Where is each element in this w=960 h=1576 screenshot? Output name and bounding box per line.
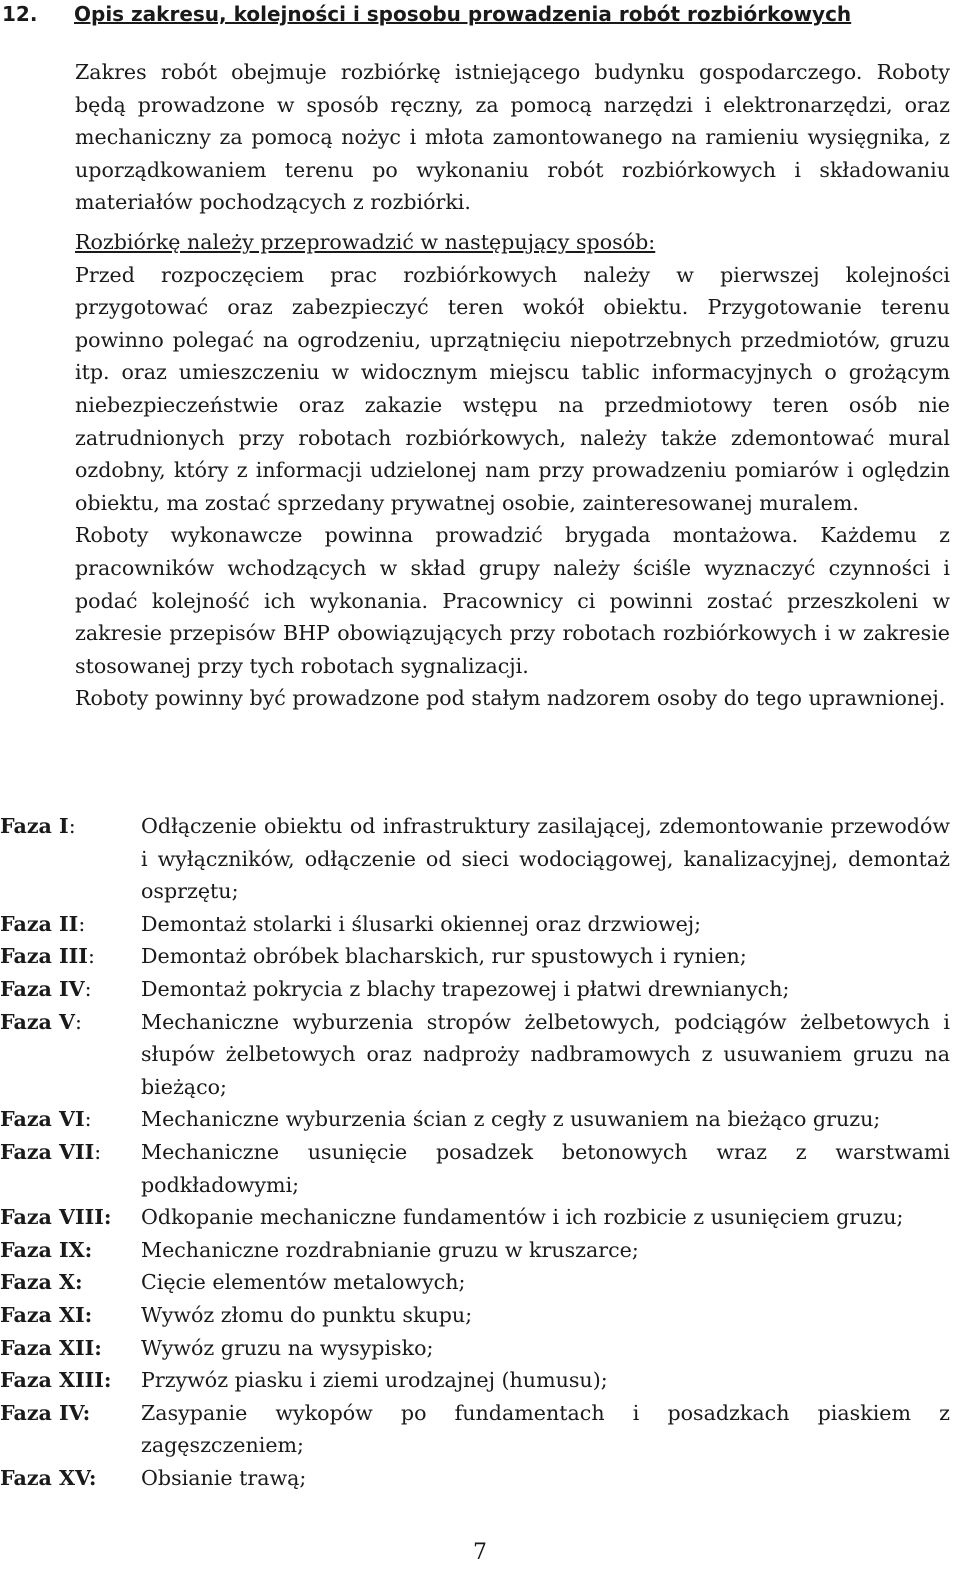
phase-item <box>0 1364 950 1397</box>
phase-colon: : <box>94 1139 102 1164</box>
phase-label: Faza IV <box>0 976 85 1001</box>
page-number: 7 <box>473 1540 487 1565</box>
phase-label: Faza XV: <box>0 1465 97 1490</box>
phase-colon: : <box>78 911 86 936</box>
intro-paragraph: Zakres robót obejmuje rozbiórkę istniejącego budynku gospodarczego. Roboty będą prowadzone w sposób ręczny, za pomocą narzędzi i elektronarzędzi, oraz mechaniczny za pomocą nożyc i młota zamontowanego na ramieniu wysięgnika, z uporządkowaniem terenu po wykonaniu robót rozbiórkowych i składowaniu materiałów pochodzących z rozbiórki. <box>75 60 950 215</box>
phase-label: Faza IX: <box>0 1237 93 1262</box>
phase-text: Zasypanie wykopów po fundamentach i posadzkach piaskiem z zagęszczeniem; <box>141 1400 950 1458</box>
phase-colon: : <box>87 944 95 969</box>
phase-text: Wywóz złomu do punktu skupu; <box>141 1302 473 1327</box>
phase-item <box>0 1103 950 1136</box>
phase-item <box>0 973 950 1006</box>
phase-label: Faza VIII: <box>0 1205 112 1230</box>
phase-label: Faza III <box>0 944 88 969</box>
phase-label: Faza IV: <box>0 1400 91 1425</box>
phase-label: Faza VII <box>0 1139 95 1164</box>
phase-label: Faza I <box>0 814 69 838</box>
phase-colon: : <box>68 814 76 838</box>
method-paragraph: Przed rozpoczęciem prac rozbiórkowych należy w pierwszej kolejności przygotować oraz zabezpieczyć teren wokół obiektu. Przygotowanie terenu powinno polegać na ogrodzeniu, uprzątnięciu niepotrzebnych przedmiotów, gruzu itp. oraz umieszczeniu w widocznym miejscu tablic informacyjnych o grożącym niebezpieczeństwie oraz zakazie wstępu na przedmiotowy teren osób nie zatrudnionych przy robotach rozbiórkowych, należy także zdemontować mural ozdobny, który z informacji udzielonej nam przy prowadzeniu pomiarów i oględzin obiektu, ma zostać sprzedany prywatnej osobie, zainteresowanej muralem. <box>75 262 950 515</box>
phase-label: Faza V <box>0 1009 76 1034</box>
phase-text: Demontaż pokrycia z blachy trapezowej i płatwi drewnianych; <box>141 976 790 1001</box>
phase-label: Faza XII: <box>0 1335 102 1360</box>
phase-label: Faza VI <box>0 1107 85 1132</box>
phase-text: Demontaż obróbek blacharskich, rur spustowych i rynien; <box>141 944 747 969</box>
phase-text: Cięcie elementów metalowych; <box>141 1270 466 1295</box>
body-text <box>75 56 950 715</box>
paragraph-gap <box>75 219 950 226</box>
phase-item <box>0 1006 950 1104</box>
crew-paragraph: Roboty wykonawcze powinna prowadzić brygada montażowa. Każdemu z pracowników wchodzących w skład grupy należy ściśle wyznaczyć czynności i podać kolejność ich wykonania. Pracownicy ci powinni zostać przeszkoleni w zakresie przepisów BHP obowiązujących przy robotach rozbiórkowych i w zakresie stosowanej przy tych robotach sygnalizacji. <box>75 523 950 678</box>
phase-item <box>0 1397 950 1462</box>
phase-label: Faza XI: <box>0 1302 93 1327</box>
section-number: 12. <box>2 2 38 26</box>
phase-item <box>0 1266 950 1299</box>
supervision-paragraph: Roboty powinny być prowadzone pod stałym nadzorem osoby do tego uprawnionej. <box>75 686 946 711</box>
phase-item <box>0 1299 950 1332</box>
section-heading <box>2 0 851 28</box>
phase-item <box>0 1332 950 1365</box>
phase-item <box>0 810 950 908</box>
method-heading: Rozbiórkę należy przeprowadzić w następujący sposób: <box>75 229 656 254</box>
phase-text: Wywóz gruzu na wysypisko; <box>141 1335 434 1360</box>
phase-item <box>0 1462 950 1495</box>
phase-item <box>0 1234 950 1267</box>
phase-item <box>0 940 950 973</box>
phase-text: Demontaż stolarki i ślusarki okiennej oraz drzwiowej; <box>141 911 702 936</box>
phase-item <box>0 1136 950 1201</box>
phase-text: Mechaniczne rozdrabnianie gruzu w kruszarce; <box>141 1237 639 1262</box>
phase-colon: : <box>84 976 92 1001</box>
section-title: Opis zakresu, kolejności i sposobu prowadzenia robót rozbiórkowych <box>74 2 852 26</box>
phase-colon: : <box>84 1107 92 1132</box>
phase-list <box>0 810 950 1494</box>
phase-text: Odkopanie mechaniczne fundamentów i ich rozbicie z usunięciem gruzu; <box>141 1205 904 1230</box>
phase-label: Faza II <box>0 911 79 936</box>
phase-item <box>0 908 950 941</box>
phase-text: Mechaniczne wyburzenia ścian z cegły z usuwaniem na bieżąco gruzu; <box>141 1107 881 1132</box>
phase-text: Mechaniczne usunięcie posadzek betonowych wraz z warstwami podkładowymi; <box>141 1139 950 1197</box>
phase-label: Faza X: <box>0 1270 83 1295</box>
phase-item <box>0 1201 950 1234</box>
phase-label: Faza XIII: <box>0 1368 112 1393</box>
phase-text: Mechaniczne wyburzenia stropów żelbetowych, podciągów żelbetowych i słupów żelbetowych oraz nadproży nadbramowych z usuwaniem gruzu na bieżąco; <box>141 1009 950 1099</box>
phase-text: Obsianie trawą; <box>141 1465 307 1490</box>
phase-colon: : <box>75 1009 82 1034</box>
phase-text: Odłączenie obiektu od infrastruktury zasilającej, zdemontowanie przewodów i wyłączników, odłączenie od sieci wodociągowej, kanalizacyjnej, demontaż osprzętu; <box>141 814 950 904</box>
phase-text: Przywóz piasku i ziemi urodzajnej (humusu); <box>141 1368 608 1393</box>
